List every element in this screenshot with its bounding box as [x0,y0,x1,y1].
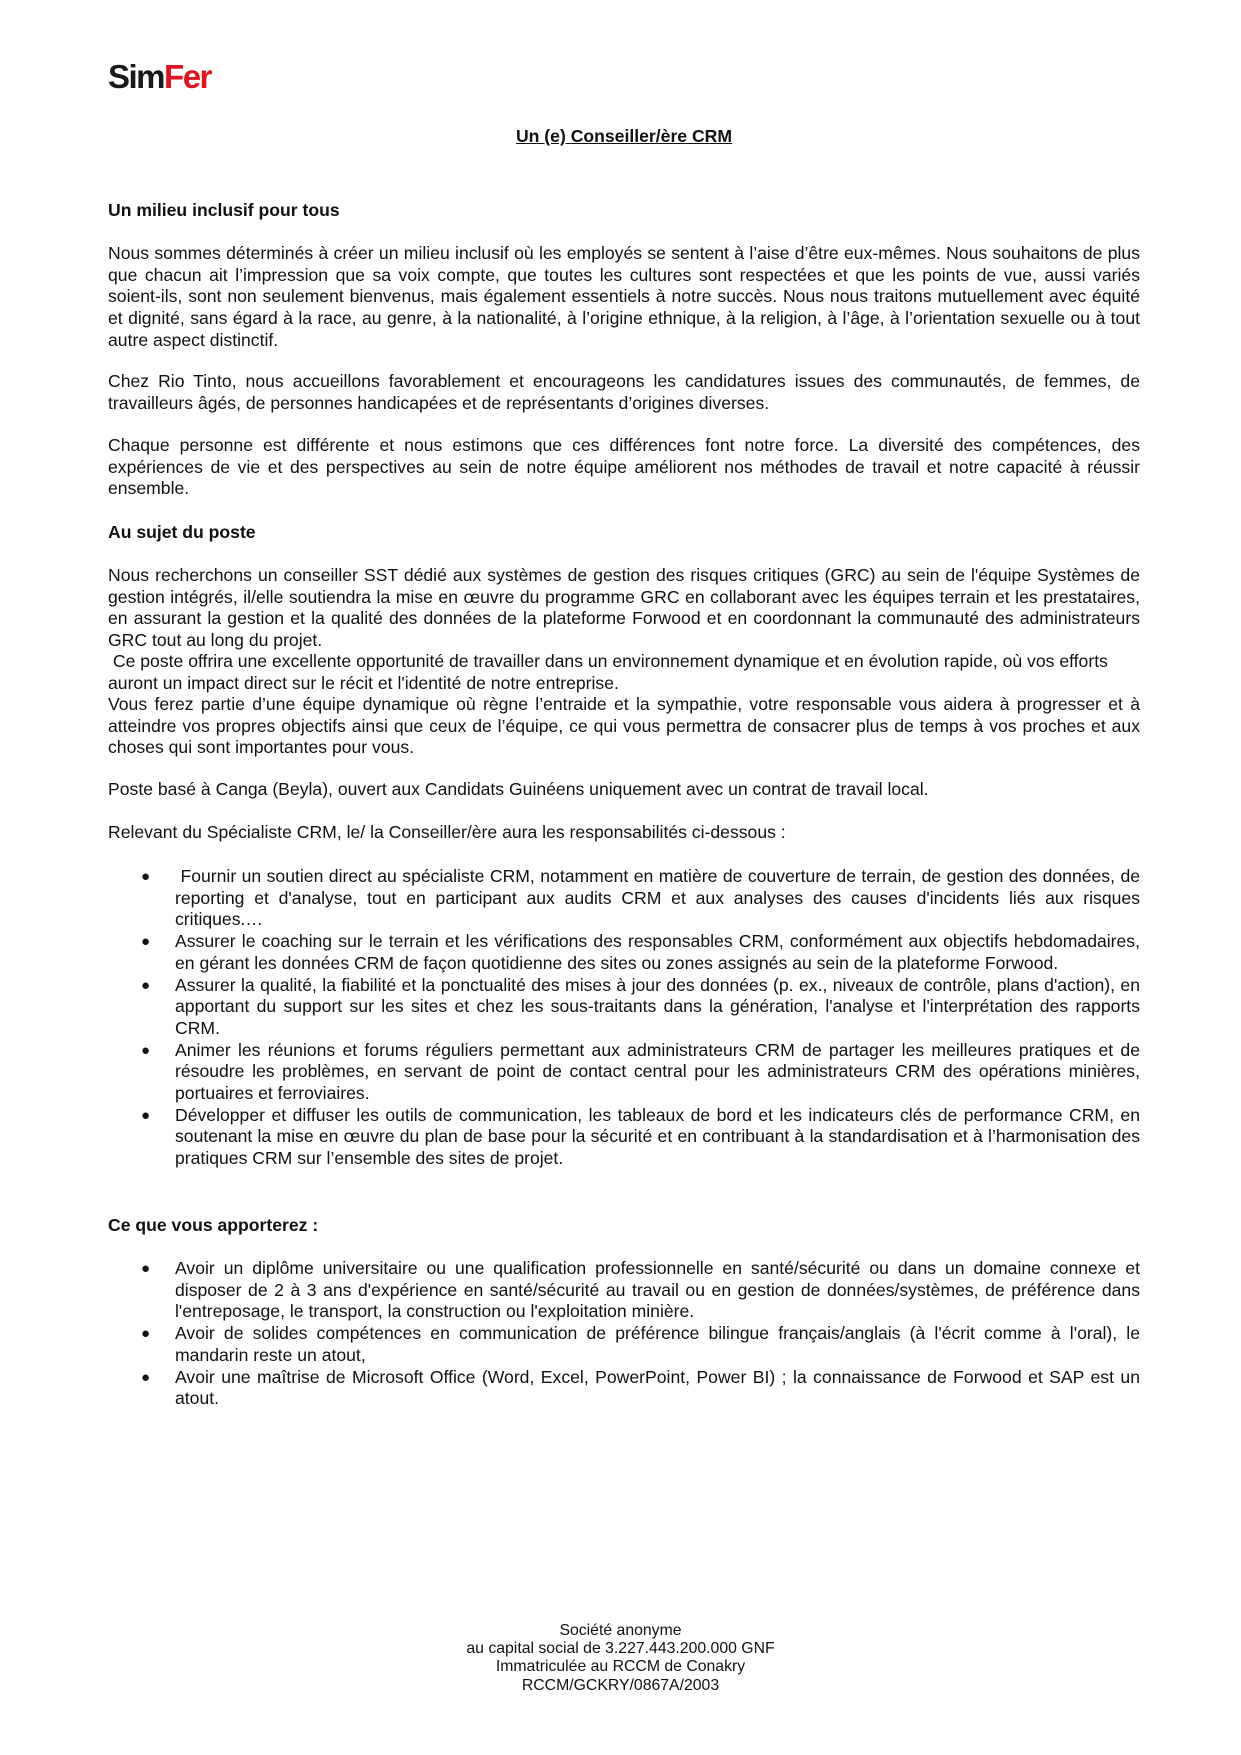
paragraph-inclusive-1: Nous sommes déterminés à créer un milieu inclusif où les employés se sentent à l’aise d’être eux-mêmes. Nous souhaitons de plus que chacun ait l’impression que sa voix compte, que toutes les cultures sont respectées et que les points de vue, aussi variés soient-ils, sont non seulement bienvenus, mais également essentiels à notre succès. Nous nous traitons mutuellement avec équité et dignité, sans égard à la race, au genre, à la nationalité, à l’origine ethnique, à la religion, à l’âge, à l’orientation sexuelle ou à tout autre aspect distinctif. [108,243,1140,350]
list-item: ● Développer et diffuser les outils de communication, les tableaux de bord et les indicateurs clés de performance CRM, en soutenant la mise en œuvre du plan de base pour la sécurité et en contribuant à la standardisation et à l’harmonisation des pratiques CRM sur l’ensemble des sites de projet. [141,1104,1140,1169]
section-heading-about: Au sujet du poste [108,522,256,542]
paragraph-inclusive-3: Chaque personne est différente et nous estimons que ces différences font notre force. La diversité des compétences, des expériences de vie et des perspectives au sein de notre équipe améliorent nos méthodes de travail et notre capacité à réussir ensemble. [108,435,1140,499]
bullet-icon: ● [141,868,151,885]
list-item: ● Avoir de solides compétences en communication de préférence bilingue français/anglais (à l'écrit comme à l'oral), le mandarin reste un atout, [141,1323,1140,1365]
paragraph-about-2: Ce poste offrira une excellente opportunité de travailler dans un environnement dynamique et en évolution rapide, où vos efforts auront un impact direct sur le récit et l'identité de notre entreprise. [108,651,1113,693]
list-item: ● Assurer la qualité, la fiabilité et la ponctualité des mises à jour des données (p. ex., niveaux de contrôle, plans d'action), en apportant du support sur les sites et chez les sous-traitants dans la génération, l'analyse et l'interprétation des rapports CRM. [141,974,1140,1038]
page-title: Un (e) Conseiller/ère CRM [515,126,733,146]
section-heading-requirements: Ce que vous apporterez : [108,1215,319,1235]
bullet-icon: ● [141,976,151,994]
responsibilities-list [108,866,1145,1170]
footer-rccm-number: RCCM/GCKRY/0867A/2003 [521,1676,720,1694]
page-footer [0,1622,1241,1695]
footer-capital: au capital social de 3.227.443.200.000 GNF [466,1640,775,1658]
responsibilities-intro: Relevant du Spécialiste CRM, le/ la Conseiller/ère aura les responsabilités ci-dessous : [108,822,786,842]
list-item: ● Avoir une maîtrise de Microsoft Office (Word, Excel, PowerPoint, Power BI) ; la connaissance de Forwood et SAP est un atout. [141,1366,1140,1409]
simfer-logo [108,60,211,93]
bullet-icon: ● [141,1325,151,1343]
bullet-icon: ● [141,1041,151,1059]
bullet-icon: ● [141,933,151,951]
bullet-icon: ● [141,1106,151,1124]
paragraph-about-3: Vous ferez partie d’une équipe dynamique où règne l’entraide et la sympathie, votre responsable vous aidera à progresser et à atteindre vos propres objectifs ainsi que ceux de l’équipe, ce qui vous permettra de consacrer plus de temps à vos proches et aux choses qui sont importantes pour vous. [108,694,1140,758]
paragraph-about-1: Nous recherchons un conseiller SST dédié aux systèmes de gestion des risques critiques (GRC) au sein de l'équipe Systèmes de gestion intégrés, il/elle soutiendra la mise en œuvre du programme GRC en collaborant avec les équipes terrain et les prestataires, en assurant la gestion et la qualité des données de la plateforme Forwood et en coordonnant la communauté des administrateurs GRC tout au long du projet. [108,565,1140,651]
paragraph-inclusive-2: Chez Rio Tinto, nous accueillons favorablement et encourageons les candidatures issues des communautés, de femmes, de travailleurs âgés, de personnes handicapées et de représentants d’origines diverses. [108,371,1140,413]
location-paragraph: Poste basé à Canga (Beyla), ouvert aux Candidats Guinéens uniquement avec un contrat de travail local. [108,779,929,799]
logo-text-sim: Sim [108,58,165,95]
list-item: ● Avoir un diplôme universitaire ou une qualification professionnelle en santé/sécurité ou dans un domaine connexe et disposer de 2 à 3 ans d'expérience en santé/sécurité au travail ou en gestion de données/systèmes, de préférence dans l'entreposage, le transport, la construction ou l'exploitation minière. [141,1258,1140,1322]
bullet-icon: ● [141,1260,151,1277]
logo-text-fer: Fer [164,58,211,95]
bullet-icon: ● [141,1368,151,1386]
footer-registration: Immatriculée au RCCM de Conakry [495,1658,746,1676]
list-item: ● Animer les réunions et forums réguliers permettant aux administrateurs CRM de partager les meilleures pratiques et de résoudre les problèmes, en servant de point de contact central pour les administrateurs CRM des opérations minières, portuaires et ferroviaires. [141,1039,1140,1104]
list-item: ● Fournir un soutien direct au spécialiste CRM, notamment en matière de couverture de terrain, de gestion des données, de reporting et d'analyse, tout en participant aux audits CRM et aux analyses des causes d'incidents liés aux risques critiques.… [141,866,1145,930]
section-heading-inclusive: Un milieu inclusif pour tous [108,200,340,220]
list-item: ● Assurer le coaching sur le terrain et les vérifications des responsables CRM, conformément aux objectifs hebdomadaires, en gérant les données CRM de façon quotidienne des sites ou zones assignés au sein de la plateforme Forwood. [141,931,1140,973]
requirements-list [108,1258,1140,1410]
footer-company-type: Société anonyme [559,1622,682,1639]
